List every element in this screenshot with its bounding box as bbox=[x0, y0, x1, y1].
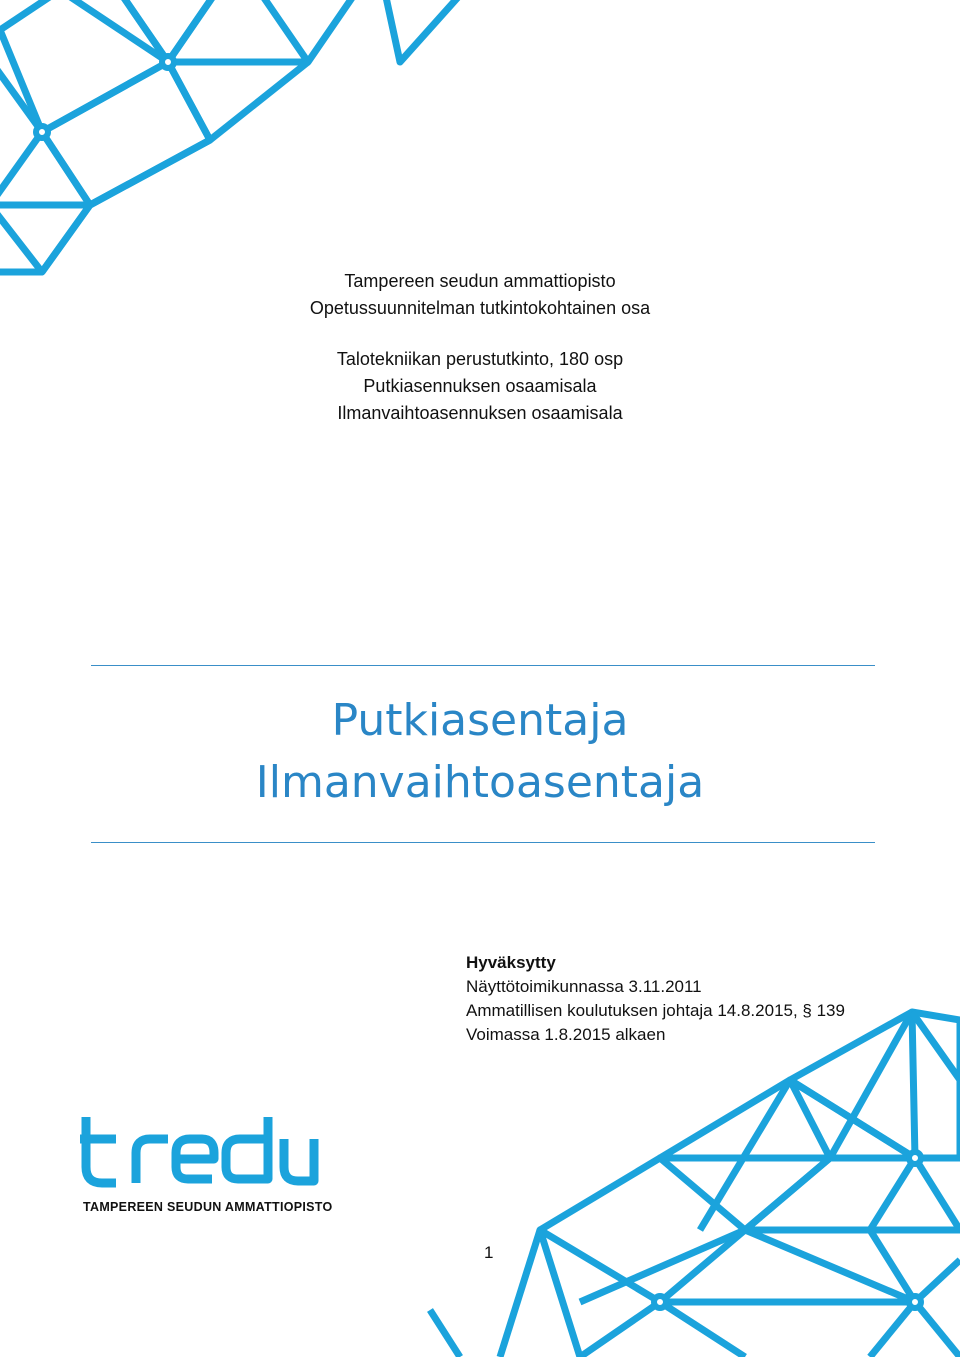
divider-top bbox=[91, 665, 875, 666]
approval-line-1: Näyttötoimikunnassa 3.11.2011 bbox=[466, 977, 702, 996]
title-ilmanvaihtoasentaja: Ilmanvaihtoasentaja bbox=[255, 757, 705, 808]
divider-bottom bbox=[91, 842, 875, 843]
approval-block bbox=[466, 951, 845, 1047]
institution-name: Tampereen seudun ammattiopisto bbox=[344, 271, 616, 291]
document-intro bbox=[0, 268, 960, 427]
tredu-logo bbox=[80, 1115, 330, 1190]
approval-line-3: Voimassa 1.8.2015 alkaen bbox=[466, 1025, 666, 1044]
document-type: Opetussuunnitelman tutkintokohtainen osa bbox=[309, 298, 651, 318]
degree-name: Talotekniikan perustutkinto, 180 osp bbox=[336, 349, 624, 369]
approval-heading: Hyväksytty bbox=[466, 953, 556, 972]
title-putkiasentaja: Putkiasentaja bbox=[331, 695, 629, 746]
competence-area-2: Ilmanvaihtoasennuksen osaamisala bbox=[337, 403, 623, 423]
logo-subtitle: TAMPEREEN SEUDUN AMMATTIOPISTO bbox=[83, 1200, 333, 1214]
approval-line-2: Ammatillisen koulutuksen johtaja 14.8.2015, § 139 bbox=[466, 1001, 845, 1020]
main-titles bbox=[0, 690, 960, 814]
competence-area-1: Putkiasennuksen osaamisala bbox=[363, 376, 597, 396]
page-number: 1 bbox=[484, 1243, 494, 1262]
